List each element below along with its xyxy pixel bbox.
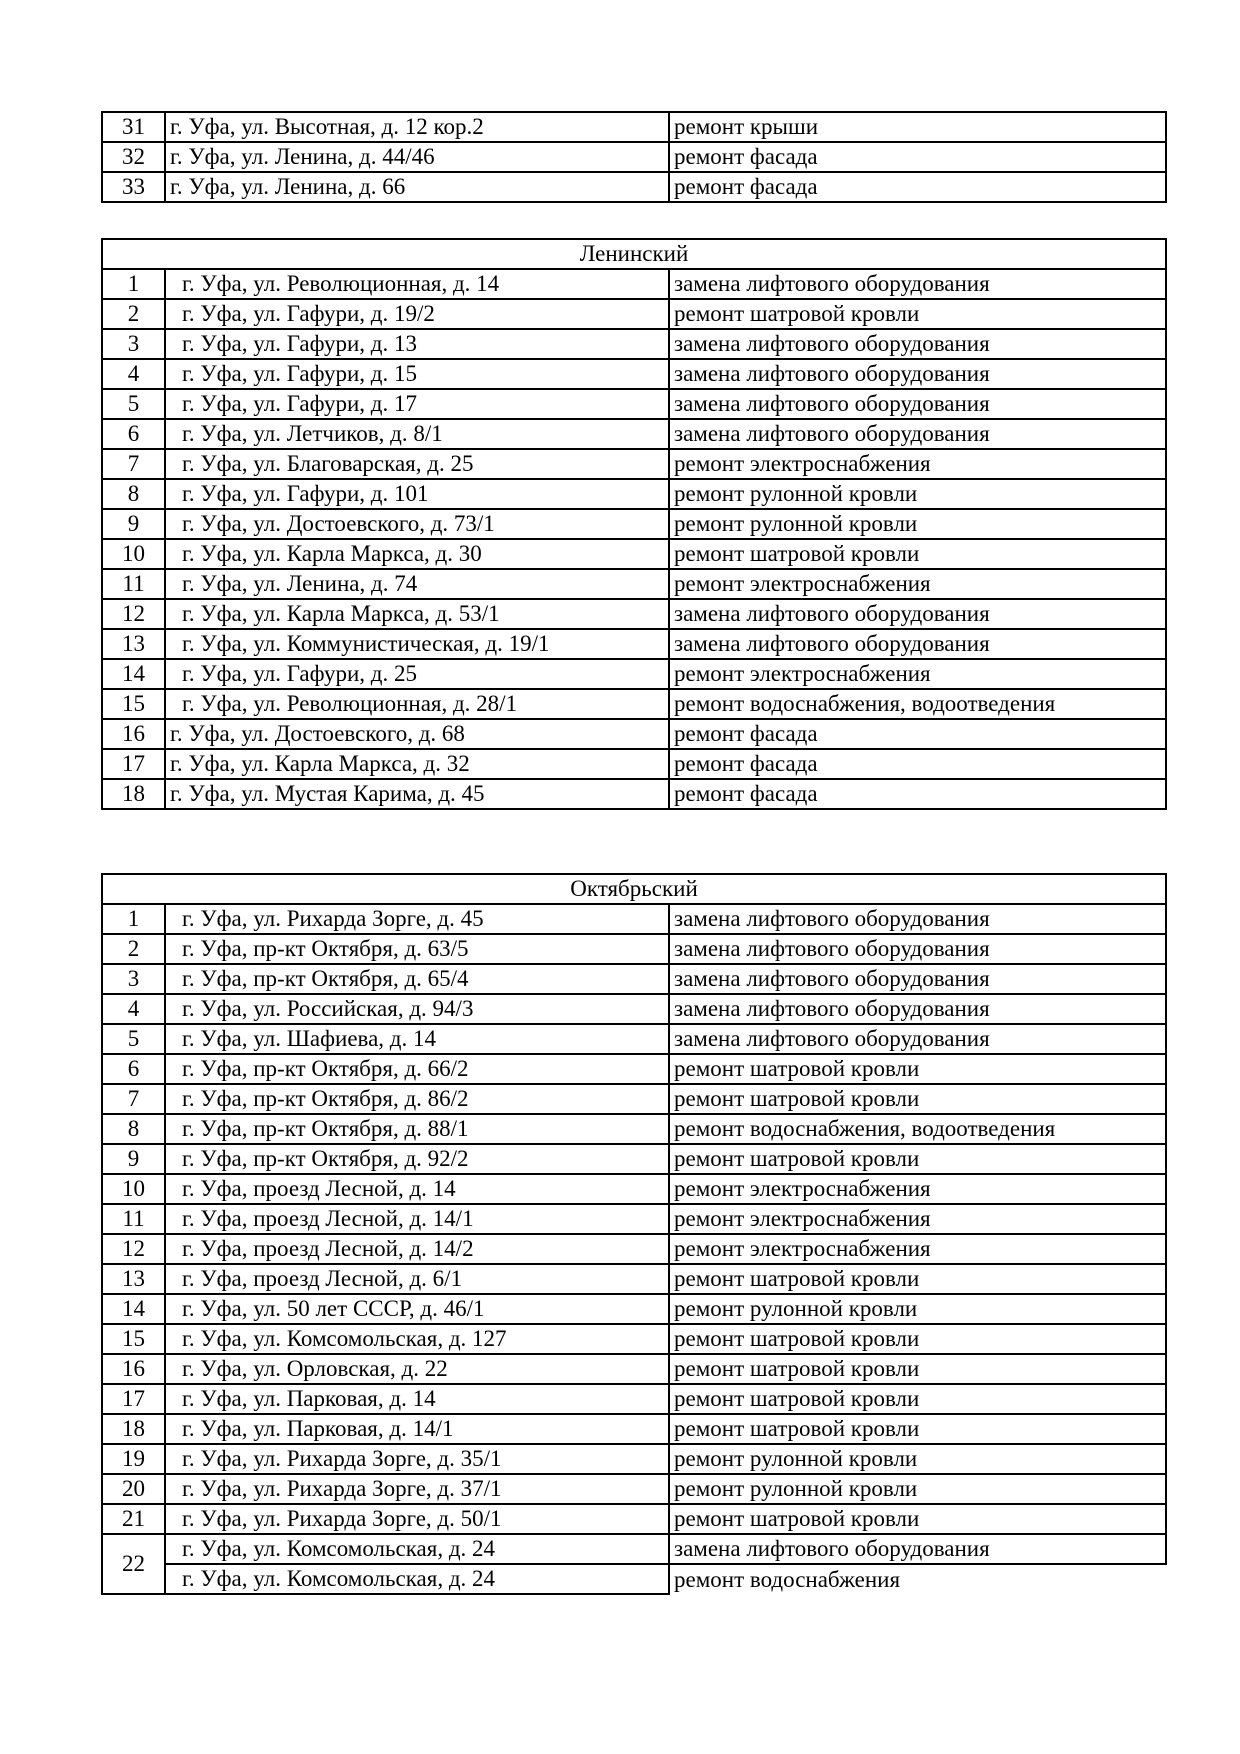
- work-type-cell: ремонт электроснабжения: [669, 1204, 1166, 1234]
- table-row: [102, 419, 1166, 449]
- row-number: 13: [102, 1264, 165, 1294]
- repairs-table-continued: [101, 111, 1167, 203]
- row-number: 10: [102, 539, 165, 569]
- work-type-cell: ремонт шатровой кровли: [669, 299, 1166, 329]
- work-type-cell: замена лифтового оборудования: [669, 1534, 1166, 1564]
- table-row: [102, 994, 1166, 1024]
- work-type-cell: ремонт шатровой кровли: [669, 1084, 1166, 1114]
- work-type-cell: замена лифтового оборудования: [669, 629, 1166, 659]
- work-type-cell: ремонт шатровой кровли: [669, 1384, 1166, 1414]
- table-row: [102, 1144, 1166, 1174]
- address-cell: г. Уфа, ул. Мустая Карима, д. 45: [165, 779, 669, 809]
- row-number: 18: [102, 779, 165, 809]
- address-cell: г. Уфа, ул. Парковая, д. 14: [165, 1384, 669, 1414]
- district-header-row: [102, 239, 1166, 269]
- work-type-cell: ремонт шатровой кровли: [669, 1054, 1166, 1084]
- work-type-cell: замена лифтового оборудования: [669, 329, 1166, 359]
- table-row: [102, 1054, 1166, 1084]
- work-type-cell: ремонт электроснабжения: [669, 1174, 1166, 1204]
- row-number: 15: [102, 689, 165, 719]
- address-cell: г. Уфа, проезд Лесной, д. 14: [165, 1174, 669, 1204]
- work-type-cell: ремонт рулонной кровли: [669, 479, 1166, 509]
- address-cell: г. Уфа, проезд Лесной, д. 14/2: [165, 1234, 669, 1264]
- work-type-cell: ремонт электроснабжения: [669, 569, 1166, 599]
- address-cell: г. Уфа, ул. Гафури, д. 101: [165, 479, 669, 509]
- table-row: [102, 1174, 1166, 1204]
- address-cell: г. Уфа, ул. Парковая, д. 14/1: [165, 1414, 669, 1444]
- address-cell: г. Уфа, ул. Революционная, д. 28/1: [165, 689, 669, 719]
- work-type-cell: ремонт электроснабжения: [669, 449, 1166, 479]
- work-type-cell: замена лифтового оборудования: [669, 599, 1166, 629]
- address-cell: г. Уфа, пр-кт Октября, д. 66/2: [165, 1054, 669, 1084]
- work-type-cell: ремонт шатровой кровли: [669, 1324, 1166, 1354]
- work-type-cell: ремонт шатровой кровли: [669, 1354, 1166, 1384]
- address-cell: г. Уфа, пр-кт Октября, д. 92/2: [165, 1144, 669, 1174]
- work-type-cell: замена лифтового оборудования: [669, 389, 1166, 419]
- work-type-cell: замена лифтового оборудования: [669, 964, 1166, 994]
- table-row: [102, 719, 1166, 749]
- row-number: 14: [102, 659, 165, 689]
- address-cell: г. Уфа, ул. Карла Маркса, д. 53/1: [165, 599, 669, 629]
- work-type-cell: ремонт фасада: [669, 142, 1166, 172]
- work-type-cell: ремонт фасада: [669, 719, 1166, 749]
- row-number: 2: [102, 299, 165, 329]
- address-cell: г. Уфа, ул. Гафури, д. 15: [165, 359, 669, 389]
- table-row: [102, 1354, 1166, 1384]
- table-row: [102, 659, 1166, 689]
- address-cell: г. Уфа, ул. Достоевского, д. 73/1: [165, 509, 669, 539]
- address-cell: г. Уфа, ул. Карла Маркса, д. 32: [165, 749, 669, 779]
- row-number: 12: [102, 599, 165, 629]
- address-cell: г. Уфа, ул. Рихарда Зорге, д. 35/1: [165, 1444, 669, 1474]
- table-row: [102, 1204, 1166, 1234]
- row-number: 21: [102, 1504, 165, 1534]
- work-type-cell: замена лифтового оборудования: [669, 934, 1166, 964]
- row-number: 13: [102, 629, 165, 659]
- address-cell: г. Уфа, ул. Достоевского, д. 68: [165, 719, 669, 749]
- table-row: [102, 1264, 1166, 1294]
- table-row: [102, 359, 1166, 389]
- address-cell: г. Уфа, ул. Высотная, д. 12 кор.2: [165, 112, 669, 142]
- address-cell: г. Уфа, ул. Орловская, д. 22: [165, 1354, 669, 1384]
- row-number: 11: [102, 569, 165, 599]
- work-type-cell: ремонт рулонной кровли: [669, 1444, 1166, 1474]
- row-number: 7: [102, 449, 165, 479]
- row-number: 20: [102, 1474, 165, 1504]
- table-row: [102, 689, 1166, 719]
- row-number: 19: [102, 1444, 165, 1474]
- table-row: [102, 569, 1166, 599]
- table-row: [102, 1534, 1166, 1564]
- work-type-cell: ремонт фасада: [669, 749, 1166, 779]
- repairs-table-leninsky: [101, 238, 1167, 810]
- table-row: [102, 172, 1166, 202]
- address-cell: г. Уфа, ул. Рихарда Зорге, д. 37/1: [165, 1474, 669, 1504]
- work-type-cell: ремонт рулонной кровли: [669, 509, 1166, 539]
- address-cell: г. Уфа, ул. Рихарда Зорге, д. 45: [165, 904, 669, 934]
- address-cell: г. Уфа, ул. Комсомольская, д. 24: [165, 1534, 669, 1564]
- row-number: 17: [102, 749, 165, 779]
- address-cell: г. Уфа, пр-кт Октября, д. 88/1: [165, 1114, 669, 1144]
- address-cell: г. Уфа, ул. Шафиева, д. 14: [165, 1024, 669, 1054]
- table-row: [102, 112, 1166, 142]
- table-row: [102, 904, 1166, 934]
- row-number: 15: [102, 1324, 165, 1354]
- table-row: [102, 629, 1166, 659]
- work-type-cell: ремонт водоснабжения: [669, 1564, 1166, 1594]
- district-name: Октябрьский: [102, 874, 1166, 904]
- table-row: [102, 1474, 1166, 1504]
- address-cell: г. Уфа, пр-кт Октября, д. 65/4: [165, 964, 669, 994]
- work-type-cell: ремонт водоснабжения, водоотведения: [669, 1114, 1166, 1144]
- row-number: 12: [102, 1234, 165, 1264]
- work-type-cell: замена лифтового оборудования: [669, 419, 1166, 449]
- row-number: 22: [102, 1534, 165, 1594]
- table-row: [102, 934, 1166, 964]
- row-number: 7: [102, 1084, 165, 1114]
- address-cell: г. Уфа, ул. Революционная, д. 14: [165, 269, 669, 299]
- work-type-cell: ремонт водоснабжения, водоотведения: [669, 689, 1166, 719]
- row-number: 4: [102, 994, 165, 1024]
- row-number: 8: [102, 1114, 165, 1144]
- work-type-cell: ремонт электроснабжения: [669, 1234, 1166, 1264]
- row-number: 5: [102, 1024, 165, 1054]
- address-cell: г. Уфа, ул. Ленина, д. 74: [165, 569, 669, 599]
- row-number: 18: [102, 1414, 165, 1444]
- work-type-cell: ремонт фасада: [669, 172, 1166, 202]
- work-type-cell: ремонт шатровой кровли: [669, 1144, 1166, 1174]
- row-number: 11: [102, 1204, 165, 1234]
- address-cell: г. Уфа, ул. Гафури, д. 25: [165, 659, 669, 689]
- work-type-cell: ремонт фасада: [669, 779, 1166, 809]
- row-number: 17: [102, 1384, 165, 1414]
- table-row: [102, 779, 1166, 809]
- row-number: 8: [102, 479, 165, 509]
- district-name: Ленинский: [102, 239, 1166, 269]
- row-number: 9: [102, 1144, 165, 1174]
- work-type-cell: ремонт электроснабжения: [669, 659, 1166, 689]
- address-cell: г. Уфа, ул. Карла Маркса, д. 30: [165, 539, 669, 569]
- table-row: [102, 389, 1166, 419]
- table-row: [102, 749, 1166, 779]
- address-cell: г. Уфа, ул. Гафури, д. 13: [165, 329, 669, 359]
- table-row: [102, 142, 1166, 172]
- row-number: 14: [102, 1294, 165, 1324]
- table-row: [102, 1414, 1166, 1444]
- work-type-cell: ремонт шатровой кровли: [669, 539, 1166, 569]
- row-number: 10: [102, 1174, 165, 1204]
- row-number: 6: [102, 1054, 165, 1084]
- table-row: [102, 1504, 1166, 1534]
- work-type-cell: замена лифтового оборудования: [669, 994, 1166, 1024]
- row-number: 33: [102, 172, 165, 202]
- address-cell: г. Уфа, ул. Благоварская, д. 25: [165, 449, 669, 479]
- address-cell: г. Уфа, проезд Лесной, д. 14/1: [165, 1204, 669, 1234]
- row-number: 31: [102, 112, 165, 142]
- row-number: 3: [102, 964, 165, 994]
- table-row: [102, 509, 1166, 539]
- table-row: [102, 479, 1166, 509]
- work-type-cell: ремонт рулонной кровли: [669, 1294, 1166, 1324]
- work-type-cell: замена лифтового оборудования: [669, 904, 1166, 934]
- work-type-cell: замена лифтового оборудования: [669, 359, 1166, 389]
- address-cell: г. Уфа, ул. Гафури, д. 19/2: [165, 299, 669, 329]
- work-type-cell: замена лифтового оборудования: [669, 1024, 1166, 1054]
- row-number: 1: [102, 904, 165, 934]
- address-cell: г. Уфа, ул. Ленина, д. 66: [165, 172, 669, 202]
- table-row: [102, 269, 1166, 299]
- address-cell: г. Уфа, ул. Летчиков, д. 8/1: [165, 419, 669, 449]
- work-type-cell: ремонт крыши: [669, 112, 1166, 142]
- work-type-cell: ремонт шатровой кровли: [669, 1414, 1166, 1444]
- row-number: 4: [102, 359, 165, 389]
- work-type-cell: ремонт рулонной кровли: [669, 1474, 1166, 1504]
- row-number: 16: [102, 1354, 165, 1384]
- row-number: 1: [102, 269, 165, 299]
- address-cell: г. Уфа, ул. Российская, д. 94/3: [165, 994, 669, 1024]
- address-cell: г. Уфа, ул. Гафури, д. 17: [165, 389, 669, 419]
- table-row: [102, 1324, 1166, 1354]
- table-row: [102, 1234, 1166, 1264]
- table-row: [102, 1294, 1166, 1324]
- district-header-row: [102, 874, 1166, 904]
- row-number: 3: [102, 329, 165, 359]
- row-number: 16: [102, 719, 165, 749]
- table-row: [102, 964, 1166, 994]
- work-type-cell: ремонт шатровой кровли: [669, 1264, 1166, 1294]
- repairs-table-oktyabrsky: [101, 873, 1167, 1595]
- work-type-cell: ремонт шатровой кровли: [669, 1504, 1166, 1534]
- row-number: 9: [102, 509, 165, 539]
- table-row: [102, 1084, 1166, 1114]
- address-cell: г. Уфа, ул. Коммунистическая, д. 19/1: [165, 629, 669, 659]
- table-row: [102, 1564, 1166, 1594]
- address-cell: г. Уфа, пр-кт Октября, д. 86/2: [165, 1084, 669, 1114]
- table-row: [102, 539, 1166, 569]
- table-row: [102, 599, 1166, 629]
- address-cell: г. Уфа, пр-кт Октября, д. 63/5: [165, 934, 669, 964]
- table-row: [102, 1024, 1166, 1054]
- table-row: [102, 299, 1166, 329]
- address-cell: г. Уфа, ул. Ленина, д. 44/46: [165, 142, 669, 172]
- table-row: [102, 1384, 1166, 1414]
- address-cell: г. Уфа, ул. Рихарда Зорге, д. 50/1: [165, 1504, 669, 1534]
- table-row: [102, 449, 1166, 479]
- table-row: [102, 329, 1166, 359]
- address-cell: г. Уфа, проезд Лесной, д. 6/1: [165, 1264, 669, 1294]
- address-cell: г. Уфа, ул. Комсомольская, д. 24: [165, 1564, 669, 1594]
- table-row: [102, 1444, 1166, 1474]
- row-number: 6: [102, 419, 165, 449]
- row-number: 5: [102, 389, 165, 419]
- row-number: 32: [102, 142, 165, 172]
- table-row: [102, 1114, 1166, 1144]
- work-type-cell: замена лифтового оборудования: [669, 269, 1166, 299]
- address-cell: г. Уфа, ул. Комсомольская, д. 127: [165, 1324, 669, 1354]
- row-number: 2: [102, 934, 165, 964]
- address-cell: г. Уфа, ул. 50 лет СССР, д. 46/1: [165, 1294, 669, 1324]
